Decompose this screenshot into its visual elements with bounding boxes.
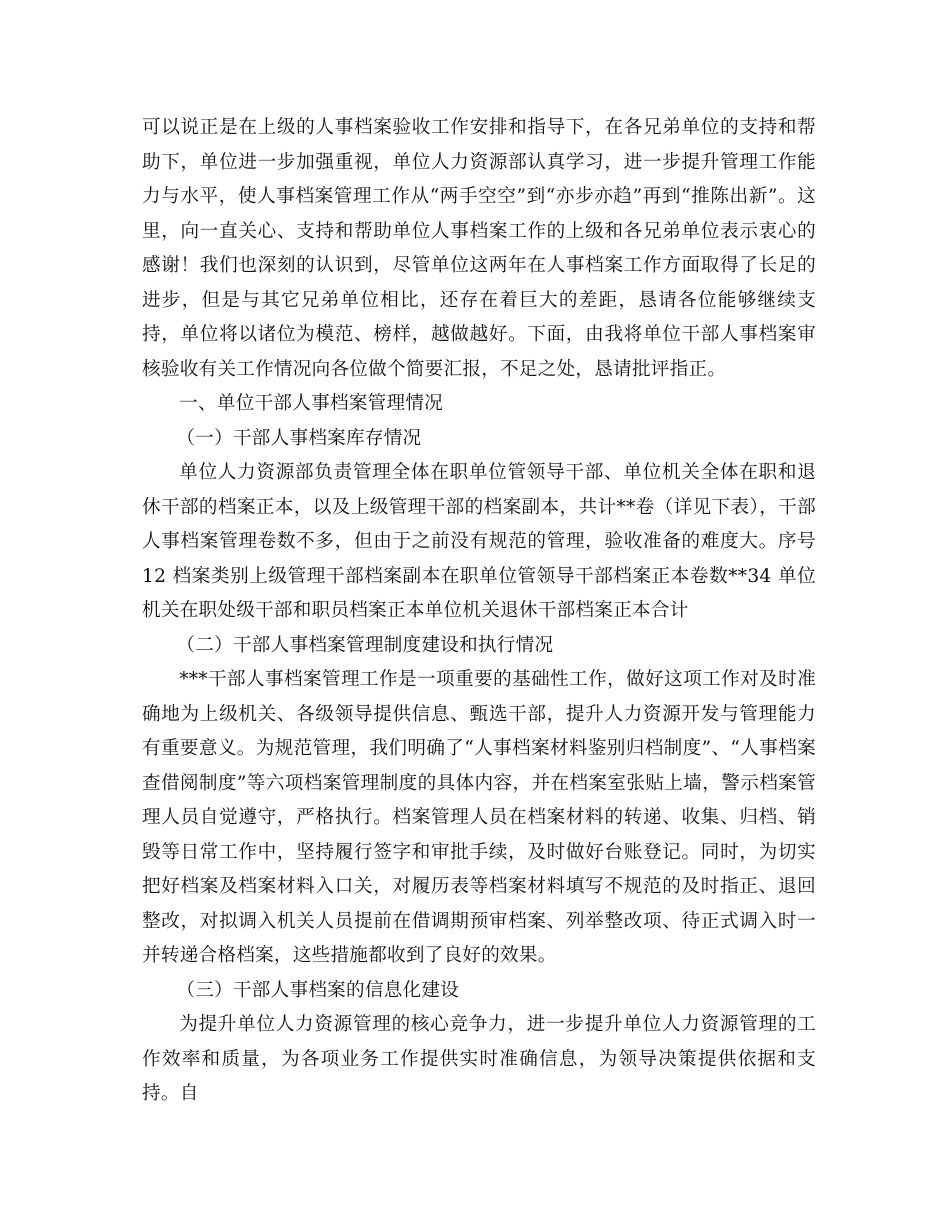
subsection-heading-2: （二）干部人事档案管理制度建设和执行情况	[176, 634, 554, 656]
subsection-heading-1: （一）干部人事档案库存情况	[176, 427, 422, 449]
paragraph-informatization: 为提升单位人力资源管理的核心竞争力，进一步提升单位人力资源管理的工作效率和质量，为各项业务工作提供实时准确信息，为领导决策提供依据和支持。自	[142, 1014, 816, 1104]
paragraph-system-building: ***干部人事档案管理工作是一项重要的基础性工作，做好这项工作对及时准确地为上级机关、各级领导提供信息、甄选干部，提升人力资源开发与管理能力有重要意义。为规范管理，我们明确了“人事档案材料鉴别归档制度”、“人事档案查借阅制度”等六项档案管理制度的具体内容，并在档案室张贴上墙，警示档案管理人员自觉遵守，严格执行。档案管理人员在档案材料的转递、收集、归档、销毁等日常工作中，坚持履行签字和审批手续，及时做好台账登记。同时，为切实把好档案及档案材料入口关，对履历表等档案材料填写不规范的及时指正、退回整改，对拟调入机关人员提前在借调期预审档案、列举整改项、待正式调入时一并转递合格档案，这些措施都收到了良好的效果。	[142, 669, 816, 966]
section-heading-1: 一、单位干部人事档案管理情况	[179, 393, 444, 414]
paragraph-inventory: 单位人力资源部负责管理全体在职单位管领导干部、单位机关全体在职和退休干部的档案正本，以及上级管理干部的档案副本，共计**卷（详见下表），干部人事档案管理卷数不多，但由于之前没有规范的管理，验收准备的难度大。序号 12 档案类别上级管理干部档案副本在职单位管领导干部档案正本卷数**34 单位机关在职处级干部和职员档案正本单位机关退休干部档案正本合计	[142, 462, 816, 621]
document-body	[142, 111, 816, 1112]
paragraph-intro: 可以说正是在上级的人事档案验收工作安排和指导下，在各兄弟单位的支持和帮助下，单位进一步加强重视，单位人力资源部认真学习，进一步提升管理工作能力与水平，使人事档案管理工作从“两手空空”到“亦步亦趋”再到“推陈出新”。这里，向一直关心、支持和帮助单位人事档案工作的上级和各兄弟单位表示衷心的感谢！我们也深刻的认识到，尽管单位这两年在人事档案工作方面取得了长足的进步，但是与其它兄弟单位相比，还存在着巨大的差距，恳请各位能够继续支持，单位将以诸位为模范、榜样，越做越好。下面，由我将单位干部人事档案审核验收有关工作情况向各位做个简要汇报，不足之处，恳请批评指正。	[142, 117, 816, 380]
subsection-heading-3: （三）干部人事档案的信息化建设	[176, 979, 460, 1001]
